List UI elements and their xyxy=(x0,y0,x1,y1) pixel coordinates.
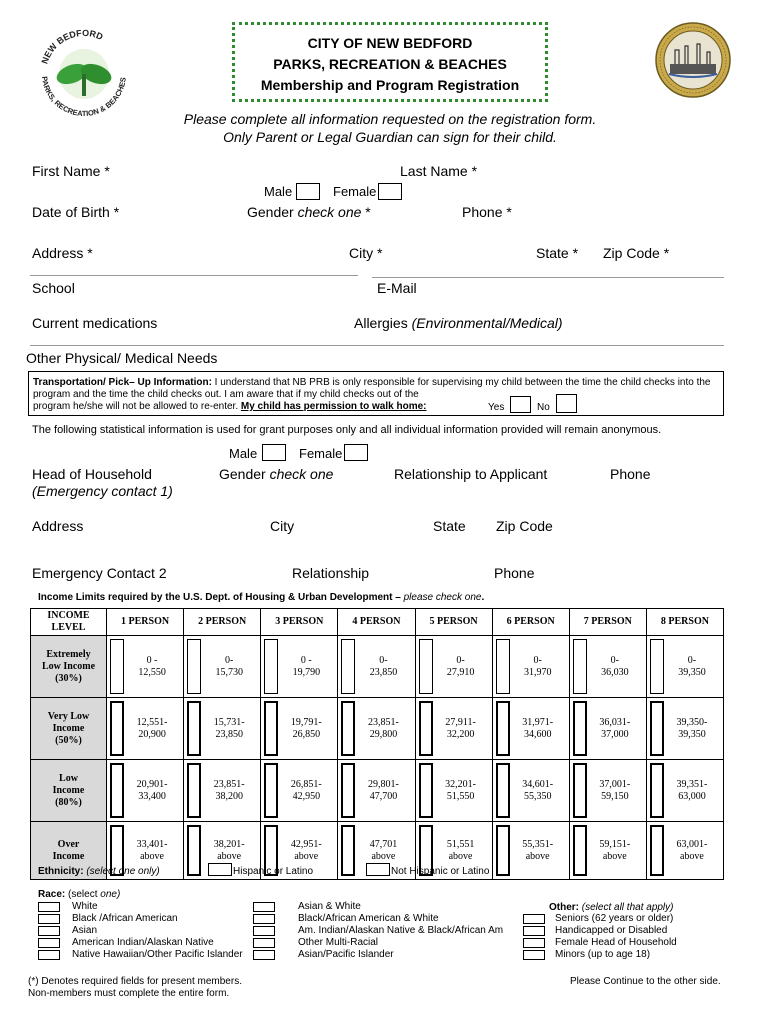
income-checkbox[interactable] xyxy=(573,639,587,694)
col-2-person: 2 PERSON xyxy=(184,609,261,636)
income-cell[interactable]: 27,911- 32,200 xyxy=(415,698,492,760)
income-cell[interactable]: 26,851- 42,950 xyxy=(261,760,338,822)
header-line-department: PARKS, RECREATION & BEACHES xyxy=(273,56,507,72)
income-row xyxy=(31,760,724,822)
header-line-city: CITY OF NEW BEDFORD xyxy=(307,35,473,51)
logo-text-top: NEW BEDFORD xyxy=(39,27,105,66)
income-checkbox[interactable] xyxy=(341,825,355,876)
race-label: Race: (select one) xyxy=(38,889,121,900)
income-checkbox[interactable] xyxy=(187,825,201,876)
income-checkbox[interactable] xyxy=(650,639,664,694)
walk-no-checkbox[interactable] xyxy=(556,394,577,413)
statistical-note: The following statistical information is used for grant purposes only and all individual information provided will remain anonymous. xyxy=(32,424,662,436)
nonmember-note: Non-members must complete the entire form. xyxy=(28,988,230,999)
hh-gender-label: Gender check one xyxy=(219,466,334,482)
race-checkbox[interactable] xyxy=(523,926,545,936)
income-checkbox[interactable] xyxy=(264,639,278,694)
hispanic-checkbox[interactable] xyxy=(208,863,232,876)
intro-line-1: Please complete all information requested on the registration form. xyxy=(183,111,597,127)
walk-yes-checkbox[interactable] xyxy=(510,396,531,413)
income-level-label: Extremely Low Income (30%) xyxy=(31,636,107,698)
hh-female-label: Female xyxy=(299,446,343,461)
race-checkbox[interactable] xyxy=(253,902,275,912)
transportation-box: Transportation/ Pick– Up Information: I understand that NB PRB is only responsible for supervising my child between the time the child checks into the program and the time the child checks out. I am aware that if my child checks out of the program he/she will not be allowed to re-enter. My child has permission to walk home: xyxy=(28,371,724,416)
col-6-person: 6 PERSON xyxy=(492,609,569,636)
income-checkbox[interactable] xyxy=(573,763,587,818)
income-cell[interactable]: 0- 31,970 xyxy=(492,636,569,698)
income-row xyxy=(31,698,724,760)
race-checkbox[interactable] xyxy=(38,938,60,948)
income-checkbox[interactable] xyxy=(110,639,124,694)
required-note: (*) Denotes required fields for present members. xyxy=(28,976,242,987)
income-cell[interactable]: 29,801- 47,700 xyxy=(338,760,415,822)
income-cell[interactable]: 32,201- 51,550 xyxy=(415,760,492,822)
race-checkbox[interactable] xyxy=(523,950,545,960)
income-checkbox[interactable] xyxy=(264,701,278,756)
income-header-row xyxy=(31,609,724,636)
income-cell[interactable]: 37,001- 59,150 xyxy=(569,760,646,822)
dob-label: Date of Birth * xyxy=(32,204,120,220)
race-checkbox[interactable] xyxy=(38,950,60,960)
income-checkbox[interactable] xyxy=(110,763,124,818)
hh-male-checkbox[interactable] xyxy=(262,444,286,461)
other-needs-label: Other Physical/ Medical Needs xyxy=(26,350,218,366)
income-cell[interactable]: 63,001- above xyxy=(646,822,723,880)
income-cell[interactable]: 20,901- 33,400 xyxy=(107,760,184,822)
race-checkbox[interactable] xyxy=(38,914,60,924)
race-checkbox[interactable] xyxy=(253,950,275,960)
income-cell[interactable]: 59,151- above xyxy=(569,822,646,880)
medications-label: Current medications xyxy=(32,315,158,331)
income-checkbox[interactable] xyxy=(496,763,510,818)
race-checkbox[interactable] xyxy=(253,926,275,936)
race-checkbox[interactable] xyxy=(253,938,275,948)
race-checkbox[interactable] xyxy=(38,926,60,936)
female-checkbox[interactable] xyxy=(378,183,402,200)
income-cell[interactable]: 39,350- 39,350 xyxy=(646,698,723,760)
income-cell[interactable]: 0 - 12,550 xyxy=(107,636,184,698)
race-option-label: Female Head of Household xyxy=(555,937,677,948)
female-label: Female xyxy=(333,184,377,199)
income-cell[interactable]: 51,551 above xyxy=(415,822,492,880)
hh-address-label: Address xyxy=(32,518,84,534)
income-level-label: Low Income (80%) xyxy=(31,760,107,822)
logo-text-bottom: PARKS, RECREATION & BEACHES xyxy=(40,75,128,119)
form-header xyxy=(232,22,548,102)
col-8-person: 8 PERSON xyxy=(646,609,723,636)
race-checkbox[interactable] xyxy=(523,914,545,924)
hispanic-label: Hispanic or Latino xyxy=(233,866,314,877)
race-option-label: Handicapped or Disabled xyxy=(555,925,668,936)
income-checkbox[interactable] xyxy=(341,701,355,756)
race-option-label: Black /African American xyxy=(72,913,178,924)
allergies-label: Allergies (Environmental/Medical) xyxy=(354,315,563,331)
male-checkbox[interactable] xyxy=(296,183,320,200)
hh-phone-label: Phone xyxy=(610,466,651,482)
hh-female-checkbox[interactable] xyxy=(344,444,368,461)
hh-state-label: State xyxy=(433,518,466,534)
col-5-person: 5 PERSON xyxy=(415,609,492,636)
race-checkbox[interactable] xyxy=(523,938,545,948)
income-cell[interactable]: 0- 23,850 xyxy=(338,636,415,698)
income-cell[interactable]: 0- 39,350 xyxy=(646,636,723,698)
income-cell[interactable]: 36,031- 37,000 xyxy=(569,698,646,760)
footer-note xyxy=(28,976,242,1000)
income-level-label: Very Low Income (50%) xyxy=(31,698,107,760)
race-option-label: White xyxy=(72,901,98,912)
first-name-label: First Name * xyxy=(32,163,110,179)
race-option-label: Black/African American & White xyxy=(298,913,439,924)
phone-label: Phone * xyxy=(462,204,512,220)
address-label: Address * xyxy=(32,245,93,261)
not-hispanic-label: Not Hispanic or Latino xyxy=(391,866,490,877)
income-checkbox[interactable] xyxy=(110,701,124,756)
race-option-label: Asian & White xyxy=(298,901,361,912)
gender-label: Gender check one * xyxy=(247,204,371,220)
income-cell[interactable]: 0- 36,030 xyxy=(569,636,646,698)
col-7-person: 7 PERSON xyxy=(569,609,646,636)
col-1-person: 1 PERSON xyxy=(107,609,184,636)
income-checkbox[interactable] xyxy=(419,763,433,818)
city-state-zip-line[interactable] xyxy=(372,277,724,278)
income-cell[interactable]: 34,601- 55,350 xyxy=(492,760,569,822)
income-checkbox[interactable] xyxy=(650,825,664,876)
income-cell[interactable]: 55,351- above xyxy=(492,822,569,880)
income-cell[interactable]: 47,701 above xyxy=(338,822,415,880)
male-label: Male xyxy=(264,184,293,199)
ec2-phone-label: Phone xyxy=(494,565,535,581)
income-cell[interactable]: 31,971- 34,600 xyxy=(492,698,569,760)
income-cell[interactable]: 23,851- 38,200 xyxy=(184,760,261,822)
income-checkbox[interactable] xyxy=(496,701,510,756)
email-label: E-Mail xyxy=(377,280,417,296)
income-checkbox[interactable] xyxy=(573,701,587,756)
head-of-household-label: Head of Household xyxy=(32,466,152,482)
income-checkbox[interactable] xyxy=(419,701,433,756)
ec2-relationship-label: Relationship xyxy=(292,565,370,581)
income-caption: Income Limits required by the U.S. Dept. of Housing & Urban Development – please check one. xyxy=(38,592,485,603)
income-cell[interactable]: 19,791- 26,850 xyxy=(261,698,338,760)
col-4-person: 4 PERSON xyxy=(338,609,415,636)
emergency-contact-1-label: (Emergency contact 1) xyxy=(32,483,173,499)
income-cell[interactable]: 23,851- 29,800 xyxy=(338,698,415,760)
income-checkbox[interactable] xyxy=(650,701,664,756)
city-label: City * xyxy=(349,245,383,261)
walk-yes-label: Yes xyxy=(488,402,505,413)
emergency-contact-2-label: Emergency Contact 2 xyxy=(32,565,167,581)
income-cell[interactable]: 0- 27,910 xyxy=(415,636,492,698)
intro-line-2: Only Parent or Legal Guardian can sign for their child. xyxy=(223,129,557,145)
continue-note: Please Continue to the other side. xyxy=(570,976,721,987)
income-checkbox[interactable] xyxy=(496,639,510,694)
income-checkbox[interactable] xyxy=(264,763,278,818)
income-level-label: Over Income xyxy=(31,822,107,880)
income-checkbox[interactable] xyxy=(496,825,510,876)
income-cell[interactable]: 39,351- 63,000 xyxy=(646,760,723,822)
income-cell[interactable]: 33,401- above xyxy=(107,822,184,880)
school-label: School xyxy=(32,280,75,296)
income-cell[interactable]: 42,951- above xyxy=(261,822,338,880)
race-option-label: Other Multi-Racial xyxy=(298,937,379,948)
col-3-person: 3 PERSON xyxy=(261,609,338,636)
address-line[interactable] xyxy=(30,275,358,276)
state-label: State * xyxy=(536,245,579,261)
race-option-label: Asian xyxy=(72,925,98,936)
income-cell[interactable]: 0- 15,730 xyxy=(184,636,261,698)
race-option-label: Am. Indian/Alaskan Native & Black/African Am xyxy=(298,925,504,936)
race-option-label: Seniors (62 years or older) xyxy=(555,913,674,924)
race-checkbox[interactable] xyxy=(253,914,275,924)
zip-label: Zip Code * xyxy=(603,245,670,261)
ethnicity-label: Ethnicity: (select one only) xyxy=(38,866,160,877)
income-cell[interactable]: 0 - 19,790 xyxy=(261,636,338,698)
hh-city-label: City xyxy=(270,518,295,534)
last-name-label: Last Name * xyxy=(400,163,478,179)
city-seal xyxy=(655,22,731,98)
relationship-applicant-label: Relationship to Applicant xyxy=(394,466,548,482)
income-cell[interactable]: 38,201- above xyxy=(184,822,261,880)
walk-no-label: No xyxy=(537,402,550,413)
not-hispanic-checkbox[interactable] xyxy=(366,863,390,876)
walk-home-label: My child has permission to walk home: xyxy=(240,401,427,412)
income-checkbox[interactable] xyxy=(573,825,587,876)
income-row xyxy=(31,636,724,698)
income-level-header: INCOME LEVEL xyxy=(31,609,107,636)
income-checkbox[interactable] xyxy=(187,639,201,694)
income-checkbox[interactable] xyxy=(187,701,201,756)
hh-zip-label: Zip Code xyxy=(496,518,553,534)
medications-line[interactable] xyxy=(30,345,724,346)
race-option-label: Asian/Pacific Islander xyxy=(298,949,394,960)
income-checkbox[interactable] xyxy=(341,763,355,818)
race-option-label: American Indian/Alaskan Native xyxy=(72,937,214,948)
race-option-label: Native Hawaiian/Other Pacific Islander xyxy=(72,949,243,960)
hh-male-label: Male xyxy=(229,446,258,461)
city-logo xyxy=(32,22,136,122)
income-checkbox[interactable] xyxy=(650,763,664,818)
race-option-label: Minors (up to age 18) xyxy=(555,949,651,960)
income-cell[interactable]: 15,731- 23,850 xyxy=(184,698,261,760)
income-cell[interactable]: 12,551- 20,900 xyxy=(107,698,184,760)
form-title: Membership and Program Registration xyxy=(260,77,520,93)
income-checkbox[interactable] xyxy=(341,639,355,694)
other-label: Other: (select all that apply) xyxy=(549,902,674,913)
income-checkbox[interactable] xyxy=(187,763,201,818)
income-checkbox[interactable] xyxy=(419,639,433,694)
income-table xyxy=(30,608,724,880)
race-checkbox[interactable] xyxy=(38,902,60,912)
